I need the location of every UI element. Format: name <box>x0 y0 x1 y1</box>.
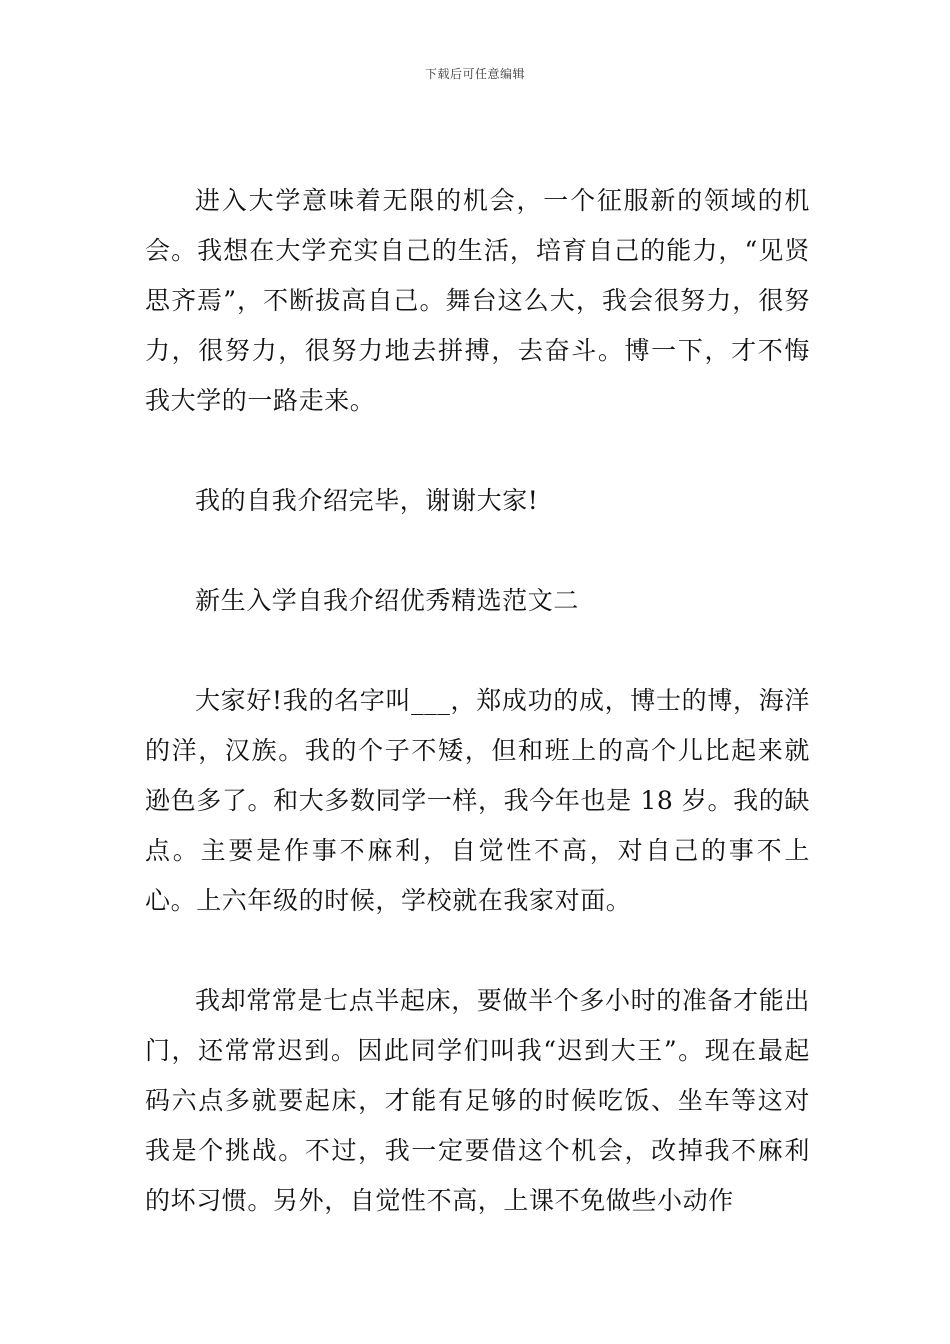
paragraph-late-habit: 我却常常是七点半起床，要做半个多小时的准备才能出门，还常常迟到。因此同学们叫我“迟到大王”。现在最起码六点多就要起床，才能有足够的时候吃饭、坐车等这对我是个挑战。不过，我一定要借这个机会，改掉我不麻利的坏习惯。另外，自觉性不高，上课不免做些小动作 <box>145 986 810 1215</box>
paragraph-closing-thanks: 我的自我介绍完毕，谢谢大家! <box>195 486 539 515</box>
paragraph-self-introduction: 大家好!我的名字叫___，郑成功的成，博士的博，海洋的洋，汉族。我的个子不矮，但和班上的高个儿比起来就逊色多了。和大多数同学一样，我今年也是 18 岁。我的缺点。主要是作事不麻利，自觉性不高，对自己的事不上心。上六年级的时候，学校就在我家对面。 <box>145 686 810 915</box>
header-note: 下载后可任意编辑 <box>424 67 525 81</box>
document-body <box>145 176 810 1226</box>
paragraph-university-opportunity: 进入大学意味着无限的机会，一个征服新的领域的机会。我想在大学充实自己的生活，培育自己的能力，“见贤思齐焉”，不断拔高自己。舞台这么大，我会很努力，很努力，很努力，很努力地去拼搏，去奋斗。博一下，才不悔我大学的一路走来。 <box>145 186 810 415</box>
section-heading-sample-two: 新生入学自我介绍优秀精选范文二 <box>195 586 580 615</box>
